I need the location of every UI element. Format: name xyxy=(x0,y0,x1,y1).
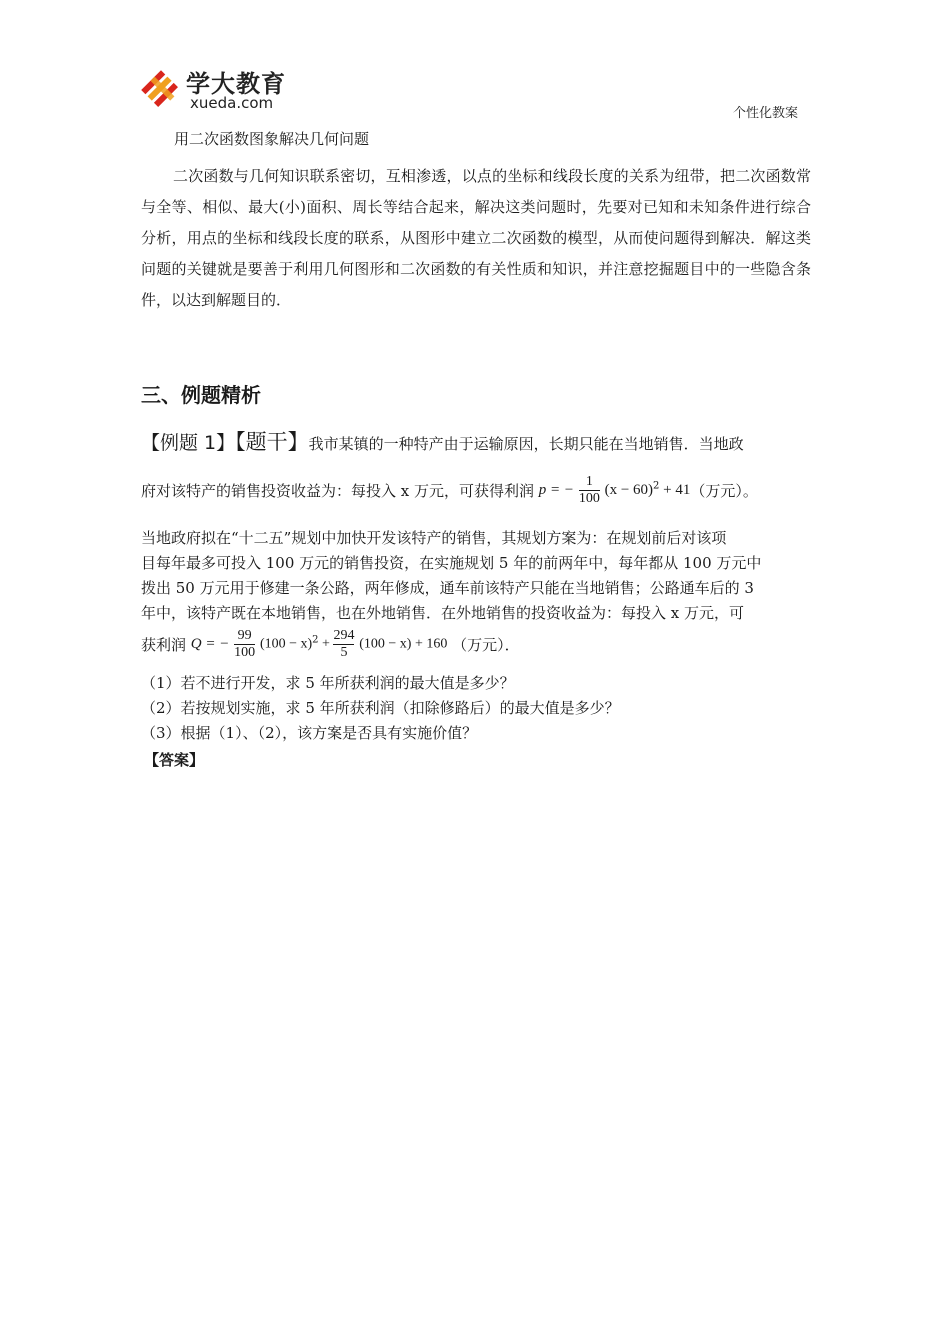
example-line-3: 当地政府拟在“十二五”规划中加快开发该特产的销售，其规划方案为：在规划前后对该项 xyxy=(141,529,727,547)
logo-chinese-text: 学大教育 xyxy=(186,70,286,98)
formula-q-plus: + xyxy=(318,636,334,652)
intro-paragraph: 二次函数与几何知识联系密切，互相渗透，以点的坐标和线段长度的关系为纽带，把二次函数常与全等、相似、最大(小)面积、周长等结合起来，解决这类问题时，先要对已知和未知条件进行综合分析，用点的坐标和线段长度的联系，从图形中建立二次函数的模型，从而使问题得到解决．解这类问题的关键就是要善于利用几何图形和二次函数的有关性质和知识，并注意挖掘题目中的一些隐含条件，以达到解题目的． xyxy=(141,167,811,309)
logo-domain-text: xueda.com xyxy=(190,94,274,112)
section-title: 三、例题精析 xyxy=(141,383,261,407)
formula-q-numerator-1: 99 xyxy=(237,628,252,643)
formula-q-denominator-1: 100 xyxy=(234,645,256,660)
question-stem-tag: 【题干】 xyxy=(235,430,309,454)
question-1: （1）若不进行开发，求 5 年所获利润的最大值是多少？ xyxy=(141,674,515,692)
formula-q-tail: (100 − x) + 160 xyxy=(359,636,448,652)
formula-p-lhs: p = − xyxy=(538,482,575,498)
formula-q-exponent: 2 xyxy=(312,634,319,646)
example-line-6: 年中，该特产既在本地销售，也在外地销售．在外地销售的投资收益为：每投入 x 万元，可 xyxy=(141,604,744,622)
brand-logo xyxy=(138,64,298,116)
formula-q-fraction-2 xyxy=(333,628,354,661)
formula-p-denominator: 100 xyxy=(578,491,600,506)
example-line-2-unit: （万元）。 xyxy=(690,482,758,500)
xueda-logo-icon xyxy=(138,64,184,116)
example-line-2 xyxy=(141,474,813,507)
example-line-5: 拨出 50 万元用于修建一条公路，两年修成，通车前该特产只能在当地销售；公路通车后的 3 xyxy=(141,579,754,597)
question-2: （2）若按规划实施，求 5 年所获利润（扣除修路后）的最大值是多少？ xyxy=(141,699,620,717)
formula-p-tail: + 41 xyxy=(659,482,691,498)
example-line-4: 目每年最多可投入 100 万元的销售投资，在实施规划 5 年的前两年中，每年都从 100 万元中 xyxy=(141,554,762,572)
formula-p-numerator: 1 xyxy=(585,474,593,489)
example-line-7-unit: （万元）． xyxy=(452,636,520,654)
formula-p-exponent: 2 xyxy=(653,480,660,492)
example-tag: 【例题 1】 xyxy=(141,432,236,454)
example-first-line xyxy=(141,426,813,456)
example-line-1: 我市某镇的一种特产由于运输原因，长期只能在当地销售．当地政 xyxy=(308,435,744,453)
formula-q-middle: (100 − x) xyxy=(259,636,313,652)
formula-q-numerator-2: 294 xyxy=(333,628,355,643)
formula-q-fraction-1 xyxy=(234,628,255,661)
question-3: （3）根据（1）、（2），该方案是否具有实施价值？ xyxy=(141,724,478,742)
example-line-7-text: 获利润 xyxy=(141,636,187,654)
formula-q-lhs: Q = − xyxy=(190,636,230,652)
example-line-2-text: 府对该特产的销售投资收益为：每投入 x 万元，可获得利润 xyxy=(141,482,534,500)
formula-p-fraction xyxy=(579,474,600,507)
example-line-7 xyxy=(141,628,813,661)
document-type-label: 个性化教案 xyxy=(733,106,799,121)
formula-q-denominator-2: 5 xyxy=(333,644,354,661)
formula-p-rhs: (x − 60) xyxy=(604,482,654,498)
answer-label: 【答案】 xyxy=(144,751,205,769)
intro-title: 用二次函数图象解决几何问题 xyxy=(174,130,370,148)
